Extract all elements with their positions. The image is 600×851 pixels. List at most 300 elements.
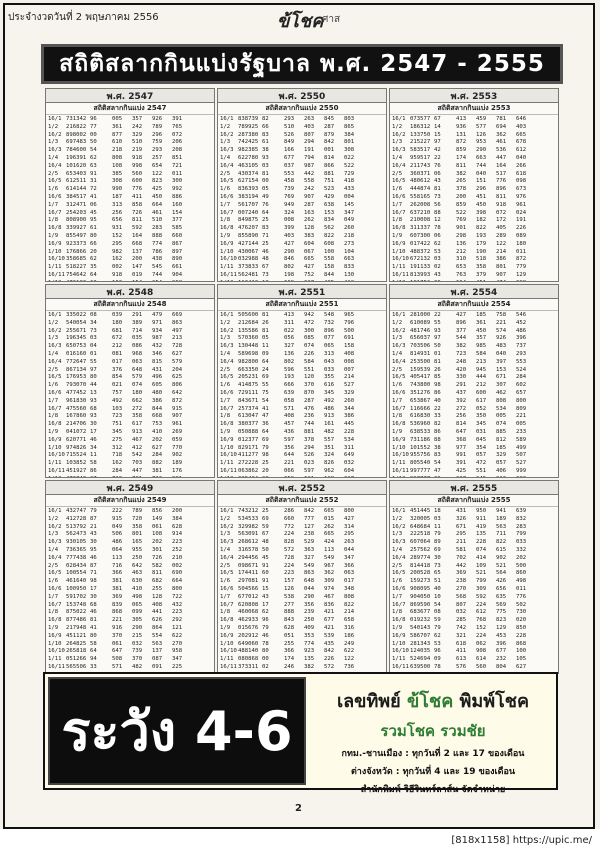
result-number: 17 [262, 601, 269, 608]
result-number: 904 [172, 271, 183, 278]
result-number: 218 [344, 232, 355, 239]
result-number: 991 [456, 452, 467, 459]
result-number: 225 [172, 663, 183, 670]
result-number: 085 [304, 335, 315, 342]
result-number: 408 [344, 350, 355, 357]
promo-schedule-bkk: กทม.-ชานเมือง : ทุกวันที่ 2 และ 17 ของเดือน [341, 749, 525, 759]
table-row [48, 367, 212, 375]
result-number: 447 [496, 154, 507, 161]
result-number [304, 476, 324, 478]
result-number: 316 [344, 624, 355, 631]
result-number: 538 [284, 593, 295, 600]
result-number: 849 [284, 139, 295, 146]
result-number: 457 [284, 421, 295, 428]
result-number: 398 [476, 209, 487, 216]
result-number: 534 [344, 436, 355, 443]
table-row [48, 633, 212, 641]
result-number: 648 [304, 578, 315, 585]
draw-date: 16/1 [220, 312, 234, 318]
draw-date: 2/5 [392, 366, 403, 373]
draw-date: 16/3 [48, 539, 62, 546]
result-number: 851 [172, 154, 183, 161]
table-row [392, 570, 556, 578]
result-number: 386 [344, 413, 355, 420]
result-number: 116666 [410, 405, 431, 412]
draw-date: 1/2 [48, 319, 59, 326]
result-number: 811 [456, 162, 467, 169]
result-number: 602 [516, 382, 527, 389]
result-number: 97 [434, 335, 441, 342]
promo-publisher: สำนักพิมพ์ วิธีรินทร์ลาส์น จัดจำหน่าย [360, 785, 506, 795]
result-number: 300 [304, 327, 315, 334]
draw-date: 16/2 [48, 523, 62, 530]
draw-date: 1/8 [392, 413, 403, 420]
table-row [48, 656, 212, 664]
draw-date: 16/9 [220, 240, 234, 247]
result-number: 204 [172, 366, 183, 373]
draw-date: 16/6 [392, 585, 406, 592]
result-number: 08 [434, 609, 441, 616]
result-number: 382 [456, 170, 467, 177]
result-number: 356 [304, 601, 315, 608]
table-row [392, 359, 556, 367]
result-number: 272228 [238, 460, 259, 467]
result-number: 345 [112, 428, 123, 435]
draw-date: 1/10 [220, 640, 234, 647]
result-number: 41 [90, 193, 97, 200]
result-number: 639500 [410, 663, 431, 670]
result-number: 542 [132, 452, 143, 459]
result-number: 612511 [66, 178, 87, 185]
result-number: 961830 [66, 397, 87, 404]
result-number: 265 [456, 178, 467, 185]
table-row [220, 132, 384, 140]
result-number: 162 [112, 460, 123, 467]
result-number: 481746 [410, 327, 431, 334]
result-number: 896 [456, 319, 467, 326]
result-number: 152 [112, 232, 123, 239]
result-number: 914 [172, 531, 183, 538]
result-number: 329 [496, 452, 507, 459]
result-number: 69 [434, 546, 441, 553]
table-row [48, 648, 212, 656]
result-number: 284 [516, 374, 527, 381]
result-number: 572 [324, 663, 335, 670]
result-number: 05 [262, 335, 269, 342]
result-number: 38 [434, 444, 441, 451]
result-number: 03 [434, 256, 441, 263]
result-number: 345 [324, 389, 335, 396]
result-number: 100950 [66, 585, 87, 592]
result-number: 662 [132, 397, 143, 404]
draw-date: 16/7 [220, 209, 234, 216]
draw-date: 1/6 [48, 186, 59, 193]
result-number: 804 [496, 663, 507, 670]
result-number: 412728 [66, 515, 87, 522]
result-number: 30 [90, 539, 97, 546]
result-number: 732 [324, 319, 335, 326]
result-number: 579 [172, 358, 183, 365]
table-row [392, 367, 556, 375]
draw-date: 1/2 [392, 319, 403, 326]
result-number [112, 280, 132, 282]
result-number: 69 [262, 374, 269, 381]
draw-date: 1/2 [220, 319, 231, 326]
draw-date: 1/11 [220, 264, 234, 271]
result-number: 56 [434, 201, 441, 208]
result-number: 907 [496, 271, 507, 278]
result-number: 726 [132, 209, 143, 216]
result-number: 731342 [66, 116, 87, 122]
result-number: 00 [262, 178, 269, 185]
result-number: 351276 [410, 389, 431, 396]
result-number: 95 [90, 546, 97, 553]
result-number: 163 [304, 209, 315, 216]
draw-date: 16/7 [48, 405, 62, 412]
result-number: 378 [304, 436, 315, 443]
result-number: 13 [90, 389, 97, 396]
draw-date: 16/10 [220, 452, 237, 459]
result-number: 004 [344, 193, 355, 200]
table-row [220, 272, 384, 280]
result-number: 418 [344, 178, 355, 185]
result-number: 81 [262, 327, 269, 334]
result-number [324, 476, 344, 478]
table-row [392, 171, 556, 179]
result-number: 758 [496, 312, 507, 318]
draw-date [220, 476, 238, 478]
draw-date: 16/5 [392, 570, 406, 577]
result-number: 22 [434, 405, 441, 412]
result-number: 781 [496, 116, 507, 122]
result-number: 11 [262, 343, 269, 350]
draw-date: 16/2 [392, 523, 406, 530]
draw-date: 1/10 [48, 640, 62, 647]
result-number: 438 [152, 256, 163, 263]
result-number: 50 [90, 139, 97, 146]
result-number: 104 [344, 248, 355, 255]
result-number: 616830 [410, 413, 431, 420]
result-number: 46 [262, 248, 269, 255]
result-number: 737 [516, 343, 527, 350]
table-row [220, 648, 384, 656]
result-number: 077 [324, 335, 335, 342]
draw-date: 1/11 [392, 264, 406, 271]
draw-date: 1/2 [392, 515, 403, 522]
result-number: 461 [152, 209, 163, 216]
result-number: 165 [132, 539, 143, 546]
draw-date: 1/11 [48, 264, 62, 271]
result-number: 296 [476, 186, 487, 193]
result-number: 867 [172, 240, 183, 247]
result-number: 522 [456, 209, 467, 216]
result-number: 226 [324, 656, 335, 663]
result-number: 43 [90, 531, 97, 538]
result-number: 500 [344, 327, 355, 334]
result-number [262, 280, 284, 282]
result-number: 370 [304, 382, 315, 389]
result-number: 098671 [238, 562, 259, 569]
result-number: 382 [304, 663, 315, 670]
result-number: 358 [476, 264, 487, 271]
draw-date: 1/3 [48, 139, 59, 146]
draw-date: 16/4 [220, 554, 234, 561]
result-number: 005 [112, 116, 123, 122]
result-number: 00 [90, 131, 97, 138]
result-number: 164 [132, 232, 143, 239]
result-number: 626 [152, 617, 163, 624]
result-number: 275 [112, 436, 123, 443]
table-row [220, 570, 384, 578]
result-number: 311 [284, 319, 295, 326]
result-number: 642 [132, 562, 143, 569]
table-row [220, 225, 384, 233]
result-number: 126 [476, 131, 487, 138]
table-row [220, 617, 384, 625]
result-number: 77 [90, 123, 97, 130]
result-number: 94 [90, 656, 97, 663]
result-number: 02 [434, 264, 441, 271]
table-row [220, 516, 384, 524]
result-number: 162 [112, 256, 123, 263]
year-label: พ.ศ. 2552 [218, 481, 386, 495]
result-number: 040 [516, 154, 527, 161]
result-number: 850 [516, 624, 527, 631]
result-number: 557 [324, 436, 335, 443]
result-number: 589698 [238, 350, 259, 357]
result-number: 25 [262, 460, 269, 467]
table-row [392, 468, 556, 476]
result-number: 21 [90, 523, 97, 530]
table-row [392, 452, 556, 460]
result-number: 430067 [238, 248, 259, 255]
year-rows [390, 115, 558, 282]
draw-date: 16/6 [48, 389, 62, 396]
result-number: 508 [112, 656, 123, 663]
draw-date: 2/5 [220, 170, 231, 177]
result-number: 672 [112, 335, 123, 342]
result-number: 356 [284, 444, 295, 451]
result-number: 83 [262, 131, 269, 138]
result-number: 233 [516, 428, 527, 435]
draw-date: 2/5 [220, 366, 231, 373]
table-row [48, 570, 212, 578]
result-number: 656 [112, 217, 123, 224]
draw-date: 1/11 [220, 656, 234, 663]
result-number [344, 476, 364, 478]
table-row [220, 186, 384, 194]
result-number: 486 [324, 405, 335, 412]
result-number: 62 [90, 256, 97, 263]
result-number: 287 [324, 123, 335, 130]
result-number [516, 476, 536, 478]
result-number: 03 [434, 515, 441, 522]
result-number: 153748 [66, 601, 87, 608]
result-number: 79 [434, 531, 441, 538]
draw-date: 16/1 [48, 116, 62, 122]
promo-word-1: เลขทิพย์ [336, 691, 401, 712]
result-number: 366 [112, 570, 123, 577]
result-number: 461 [496, 139, 507, 146]
result-number: 802 [284, 264, 295, 271]
result-number: 406 [496, 467, 507, 474]
result-number: 856 [152, 508, 163, 514]
result-number: 420 [456, 366, 467, 373]
table-row [48, 437, 212, 445]
result-number: 130448 [238, 343, 259, 350]
table-row [392, 280, 556, 282]
result-number: 86 [90, 467, 97, 474]
result-number: 451445 [410, 508, 431, 514]
table-row [48, 594, 212, 602]
result-number: 751 [112, 421, 123, 428]
draw-date: 16/5 [392, 178, 406, 185]
table-row [392, 256, 556, 264]
result-number: 80 [262, 648, 269, 655]
table-row [220, 171, 384, 179]
draw-date: 2/5 [48, 366, 59, 373]
result-number: 427144 [238, 240, 259, 247]
result-number [90, 476, 112, 478]
table-row [220, 312, 384, 320]
result-number: 18 [434, 508, 441, 514]
result-number: 647 [112, 648, 123, 655]
result-number: 451927 [66, 467, 87, 474]
year-subtitle: สถิติสลากกินแบ่ง 2548 [46, 299, 214, 311]
result-number: 295 [456, 531, 467, 538]
draw-date: 1/10 [220, 248, 234, 255]
result-number: 002 [172, 562, 183, 569]
table-row [48, 163, 212, 171]
draw-date: 16/4 [392, 554, 406, 561]
result-number: 527 [516, 460, 527, 467]
result-number: 665 [324, 508, 335, 514]
draw-date: 16/7 [48, 209, 62, 216]
result-number: 166 [284, 147, 295, 154]
result-number: 202 [516, 554, 527, 561]
result-number: 653 [456, 264, 467, 271]
table-row [392, 241, 556, 249]
result-number: 462 [496, 389, 507, 396]
result-number: 384517 [66, 193, 87, 200]
table-row [392, 437, 556, 445]
year-subtitle: สถิติสลากกินแบ่ง 2550 [218, 103, 386, 115]
result-number: 65 [434, 570, 441, 577]
result-number: 215227 [410, 139, 431, 146]
table-row [220, 398, 384, 406]
result-number: 907 [304, 193, 315, 200]
result-number: 238 [456, 578, 467, 585]
result-number: 59 [262, 523, 269, 530]
result-number: 058 [284, 397, 295, 404]
result-number: 661 [172, 264, 183, 271]
result-number: 101620 [66, 162, 87, 169]
result-number: 950 [476, 508, 487, 514]
result-number: 214 [344, 609, 355, 616]
result-number: 73 [434, 193, 441, 200]
result-number: 293 [152, 147, 163, 154]
result-number: 410 [152, 428, 163, 435]
result-number: 949 [284, 201, 295, 208]
result-number: 666 [284, 382, 295, 389]
result-number: 33 [90, 663, 97, 670]
result-number: 20 [90, 248, 97, 255]
result-number: 019232 [410, 617, 431, 624]
result-number: 730 [516, 609, 527, 616]
result-number: 196345 [66, 335, 87, 342]
draw-date: 16/8 [48, 421, 62, 428]
result-number: 839 [112, 601, 123, 608]
result-number: 79 [262, 624, 269, 631]
result-number: 242 [304, 186, 315, 193]
result-number: 613047 [238, 413, 259, 420]
result-number: 17 [90, 585, 97, 592]
result-number: 504566 [238, 585, 259, 592]
table-row [48, 524, 212, 532]
result-number: 82 [434, 421, 441, 428]
result-number: 524694 [410, 656, 431, 663]
result-number: 04 [90, 343, 97, 350]
result-number: 327 [304, 554, 315, 561]
result-number [152, 280, 172, 282]
result-number: 521 [496, 562, 507, 569]
result-number: 549 [324, 554, 335, 561]
draw-date: 1/4 [48, 154, 59, 161]
draw-date: 16/8 [392, 421, 406, 428]
result-number: 638 [324, 201, 335, 208]
draw-date: 1/9 [220, 232, 231, 239]
result-number [434, 476, 456, 478]
table-row [220, 351, 384, 359]
table-row [220, 555, 384, 563]
table-row [392, 374, 556, 382]
result-number: 419 [476, 523, 487, 530]
result-number: 822 [496, 539, 507, 546]
table-row [220, 421, 384, 429]
draw-date: 1/10 [48, 248, 62, 255]
result-number: 812 [496, 436, 507, 443]
result-number: 658 [344, 617, 355, 624]
result-number: 427 [344, 515, 355, 522]
result-number: 561707 [238, 201, 259, 208]
result-number: 958 [172, 648, 183, 655]
draw-date: 16/6 [392, 193, 406, 200]
result-number: 886 [172, 193, 183, 200]
result-number: 091 [152, 663, 163, 670]
table-row [220, 241, 384, 249]
result-number: 41 [262, 405, 269, 412]
result-number: 414875 [238, 382, 259, 389]
result-number: 425 [152, 186, 163, 193]
result-number: 426 [496, 578, 507, 585]
result-number: 888 [152, 232, 163, 239]
result-number: 444874 [410, 186, 431, 193]
result-number: 576 [456, 663, 467, 670]
result-number: 882 [152, 460, 163, 467]
result-number: 742 [456, 624, 467, 631]
result-number: 80 [90, 232, 97, 239]
result-number: 033 [324, 366, 335, 373]
result-number: 101552 [410, 444, 431, 451]
result-number: 513792 [66, 523, 87, 530]
result-number: 180 [112, 319, 123, 326]
year-table [217, 284, 387, 478]
draw-date: 1/4 [392, 154, 403, 161]
result-number: 358685 [66, 256, 87, 263]
result-number: 855497 [66, 232, 87, 239]
result-number: 370 [112, 632, 123, 639]
result-number: 982 [112, 248, 123, 255]
